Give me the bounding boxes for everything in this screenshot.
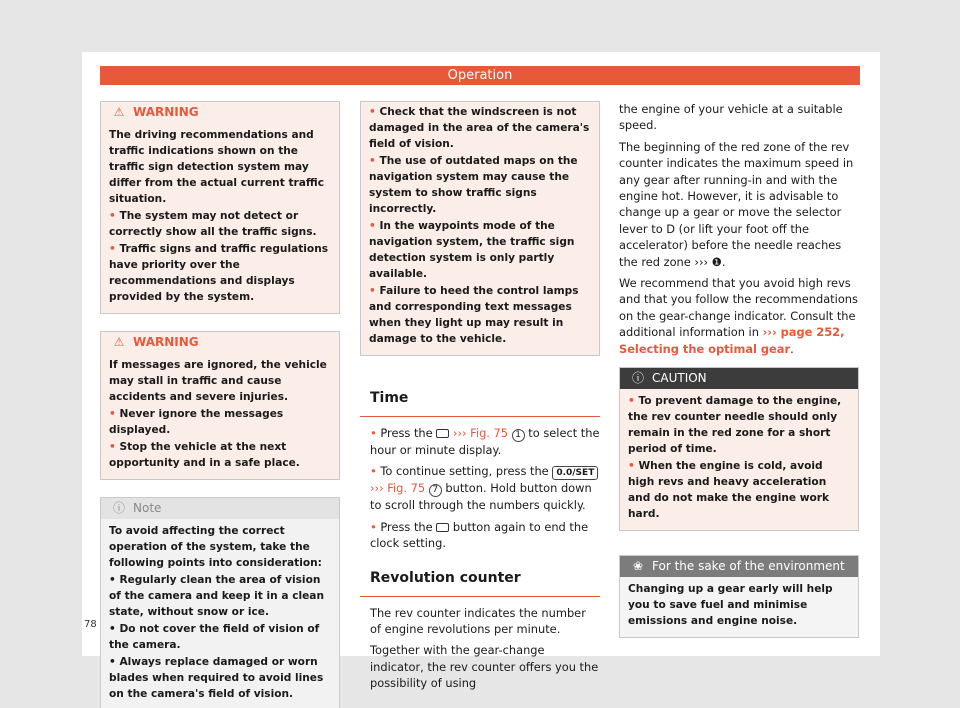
time-step-1: • Press the ››› Fig. 75 1 to select the hour or minute display.	[370, 425, 600, 458]
exclamation-icon: ⓘ	[631, 371, 644, 386]
section-heading-time: Time	[360, 386, 600, 417]
page-link[interactable]: ››› page 252, Selecting the optimal gear	[619, 325, 845, 356]
warning-box: ⚠ WARNING If messages are ignored, the vehicle may stall in traffic and cause accidents and severe injuries. • Never ignore the messages displayed. • Stop the vehicle at the next opportunity and in a safe place.	[100, 331, 340, 480]
caution-box: ⓘ CAUTION • To prevent damage to the engine, the rev counter needle should only remain in the red zone for a short period of time. • When the engine is cold, avoid high revs and heavy acceleration and do not make the engine work hard.	[619, 367, 859, 531]
time-step-2: • To continue setting, press the 0.0/SET ››› Fig. 75 7 button. Hold button down to scroll through the numbers quickly.	[370, 463, 600, 513]
warning-continued-box: • Check that the windscreen is not damaged in the area of the camera's field of vision. • The use of outdated maps on the navigation system may cause the system to show traffic signs incorrectly. • In the waypoints mode of the navigation system, the traffic sign detection system is only partly available. • Failure to heed the control lamps and corresponding text messages when they light up may result in damage to the vehicle.	[360, 101, 600, 356]
warning-icon: ⚠	[113, 105, 125, 119]
column-1	[100, 101, 340, 708]
column-2: • Check that the windscreen is not damaged in the area of the camera's field of vision. • The use of outdated maps on the navigation system may cause the system to show traffic signs incorrectly. • In the waypoints mode of the navigation system, the traffic sign detection system is only partly available. • Failure to heed the control lamps and corresponding text messages when they light up may result in damage to the vehicle. Time • Press the ››› Fig. 75 1 to select the hour or minute display. • To continue setting, press the 0.0/SET ››› Fig. 75 7 button. Hold button down to scroll through the numbers quickly. • Press the button again to end the clock setting. Revolution counter The rev counter indicates the number of engine revolutions per minute. Together with the gear-change indicator, the rev counter offers you the possibility of using	[360, 101, 600, 697]
page-header: Operation	[100, 66, 860, 85]
page-number: 78	[84, 619, 97, 630]
time-step-3: • Press the button again to end the clock setting.	[370, 519, 600, 552]
column-3: the engine of your vehicle at a suitable speed. The beginning of the red zone of the rev counter indicates the maximum speed in any gear after running-in and with the engine hot. However, it is advisable to change up a gear or move the selector lever to D (or lift your foot off the accelerator) before the needle reaches the red zone ››› ❶. We recommend that you avoid high revs and that you follow the recommendations on the gear-change indicator. Consult the additional information in ››› page 252, Selecting the optimal gear. ⓘ CAUTION • To prevent damage to the engine, the rev counter needle should only remain in the red zone for a short period of time. • When the engine is cold, avoid high revs and heavy acceleration and do not make the engine work hard. ❀ For the sake of the environment Changing up a gear early will help you to save fuel and minimise emissions and engine noise.	[619, 101, 859, 662]
environment-box: ❀ For the sake of the environment Changing up a gear early will help you to save fuel and minimise emissions and engine noise.	[619, 555, 859, 638]
section-heading-rev-counter: Revolution counter	[360, 566, 600, 597]
note-box: ⓘ Note To avoid affecting the correct operation of the system, take the following points into consideration: • Regularly clean the area of vision of the camera and keep it in a clean state, without snow or ice. • Do not cover the field of vision of the camera. • Always replace damaged or worn blades when required to avoid lines on the camera's field of vision.	[100, 497, 340, 708]
flower-icon: ❀	[632, 559, 644, 574]
display-button-icon	[436, 429, 449, 438]
warning-box: ⚠ WARNING The driving recommendations and traffic indications shown on the traffic sign detection system may differ from the actual current traffic situation. • The system may not detect or correctly show all the traffic signs. • Traffic signs and traffic regulations have priority over the recommendations and displays provided by the system.	[100, 101, 340, 314]
info-icon: ⓘ	[112, 501, 125, 515]
warning-icon: ⚠	[113, 335, 125, 349]
set-button-icon: 0.0/SET	[552, 466, 598, 480]
display-button-icon	[436, 523, 449, 532]
figure-link[interactable]: ››› Fig. 75	[370, 481, 426, 496]
figure-link[interactable]: ››› Fig. 75	[452, 426, 509, 440]
